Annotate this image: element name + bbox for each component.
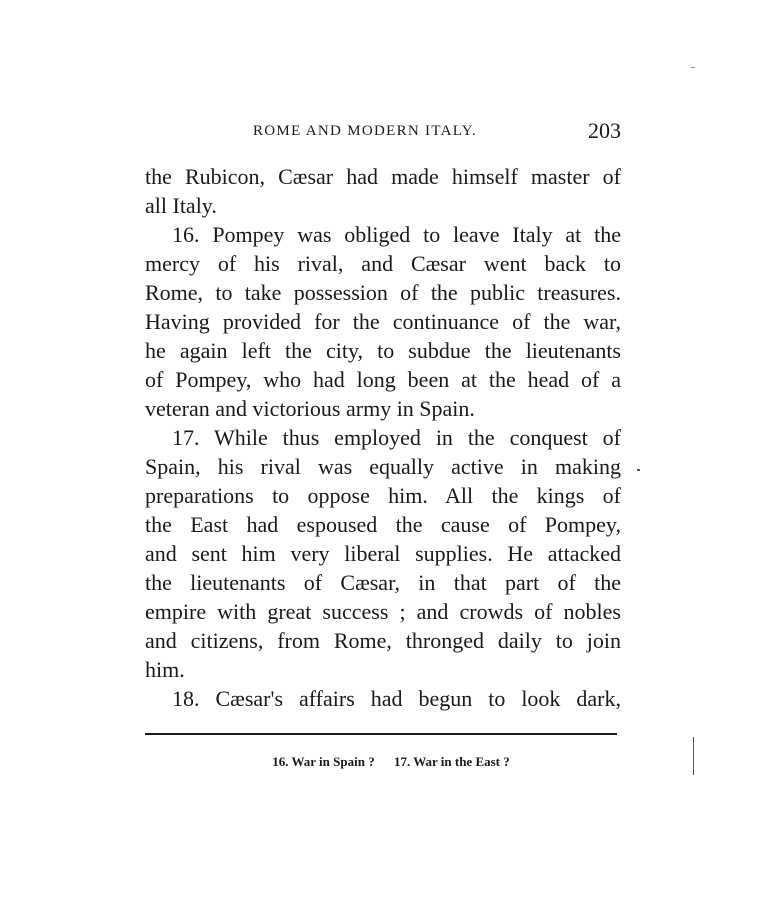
footnote-question-16: 16. War in Spain ? <box>272 754 375 769</box>
scan-mark-edge <box>693 737 694 775</box>
page-number: 203 <box>588 118 621 143</box>
text-line: Having provided for the continuance of the war, <box>145 309 621 334</box>
body-text <box>145 162 621 713</box>
text-line: the Rubicon, Cæsar had made himself master of <box>145 164 621 189</box>
paragraph-16-start: 16. Pompey was obliged to leave Italy at the <box>172 222 621 247</box>
text-line: Rome, to take possession of the public treasures. <box>145 280 621 305</box>
text-line: veteran and victorious army in Spain. <box>145 396 475 421</box>
running-title: ROME AND MODERN ITALY. <box>253 123 477 139</box>
text-line: him. <box>145 657 185 682</box>
footnote-divider <box>145 733 617 735</box>
footnote-questions <box>0 754 782 770</box>
text-line: mercy of his rival, and Cæsar went back to <box>145 251 621 276</box>
text-line: he again left the city, to subdue the lieutenants <box>145 338 621 363</box>
text-line: Spain, his rival was equally active in making <box>145 454 621 479</box>
scan-mark-top <box>691 67 695 68</box>
text-line: and sent him very liberal supplies. He attacked <box>145 541 621 566</box>
paragraph-18-start: 18. Cæsar's affairs had begun to look dark, <box>172 686 621 711</box>
scan-mark-margin <box>637 469 640 471</box>
text-line: all Italy. <box>145 193 217 218</box>
paragraph-17-start: 17. While thus employed in the conquest of <box>172 425 621 450</box>
running-header <box>145 118 621 148</box>
footnote-question-17: 17. War in the East ? <box>393 754 510 769</box>
text-line: of Pompey, who had long been at the head of a <box>145 367 621 392</box>
text-line: the lieutenants of Cæsar, in that part of the <box>145 570 621 595</box>
text-line: preparations to oppose him. All the kings of <box>145 483 621 508</box>
text-line: and citizens, from Rome, thronged daily to join <box>145 628 621 653</box>
text-line: empire with great success ; and crowds of nobles <box>145 599 621 624</box>
text-line: the East had espoused the cause of Pompey, <box>145 512 621 537</box>
